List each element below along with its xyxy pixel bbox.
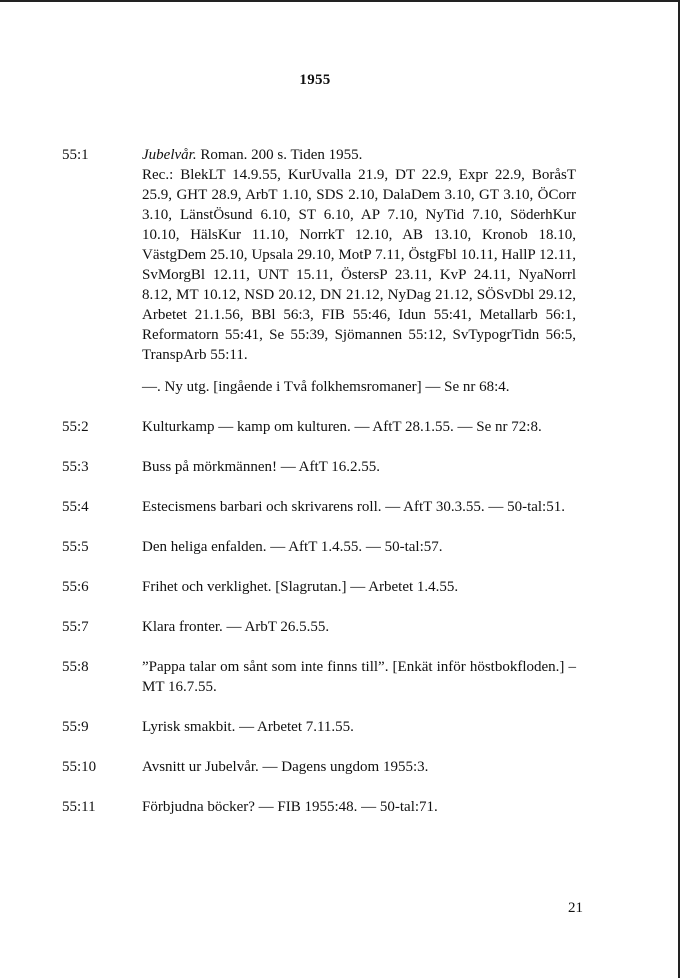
entry-text: Klara fronter. — ArbT 26.5.55.	[142, 619, 330, 635]
entry-number: 55:9	[62, 719, 89, 735]
entry-text: Estecismens barbari och skrivarens roll. — AftT 30.3.55. — 50-tal:51.	[142, 499, 565, 515]
bibliography-entry	[62, 757, 576, 777]
entry-text: ”Pappa talar om sånt som inte finns till”. [Enkät inför höstbokfloden.] – MT 16.7.55.	[142, 659, 576, 695]
bibliography-entry	[62, 657, 576, 697]
entry-text: Buss på mörkmännen! — AftT 16.2.55.	[142, 459, 381, 475]
bibliography-entry	[62, 537, 576, 557]
bibliography-entry	[62, 717, 576, 737]
entry-number: 55:2	[62, 419, 89, 435]
bibliography-entry	[62, 457, 576, 477]
entry-body	[142, 145, 576, 397]
entry-number: 55:6	[62, 579, 89, 595]
entry-publication: Roman. 200 s. Tiden 1955.	[196, 147, 363, 163]
entry-number: 55:3	[62, 459, 89, 475]
bibliography-entry	[62, 577, 576, 597]
entry-number: 55:7	[62, 619, 89, 635]
bibliography-entry	[62, 145, 576, 397]
entry-title: Jubelvår.	[142, 147, 197, 163]
bibliography-entry	[62, 497, 576, 517]
entry-text: Frihet och verklighet. [Slagrutan.] — Arbetet 1.4.55.	[142, 579, 459, 595]
page-number: 21	[568, 900, 583, 916]
entry-number: 55:1	[62, 147, 89, 163]
entry-text: Avsnitt ur Jubelvår. — Dagens ungdom 1955:3.	[142, 759, 429, 775]
entry-reviews: Rec.: BlekLT 14.9.55, KurUvalla 21.9, DT 22.9, Expr 22.9, BoråsT 25.9, GHT 28.9, ArbT 1.10, SDS 2.10, DalaDem 3.10, GT 3.10, ÖCorr 3.10, LänstÖsund 6.10, ST 6.10, AP 7.10, NyTid 7.10, SöderhKur 10.10, HälsKur 11.10, NorrkT 12.10, AB 13.10, Kronob 18.10, VästgDem 25.10, Upsala 29.10, MotP 7.11, ÖstgFbl 10.11, HallP 12.11, SvMorgBl 12.11, UNT 15.11, ÖstersP 23.11, KvP 24.11, NyaNorrl 8.12, MT 10.12, NSD 20.12, DN 21.12, NyDag 21.12, SÖSvDbl 29.12, Arbetet 21.1.56, BBl 56:3, FIB 55:46, Idun 55:41, Metallarb 56:1, Reformatorn 55:41, Se 55:39, Sjömannen 55:12, SvTypogrTidn 56:5, TranspArb 55:11.	[142, 167, 576, 363]
entry-number: 55:5	[62, 539, 89, 555]
entry-number: 55:10	[62, 759, 97, 775]
bibliography-entry	[62, 617, 576, 637]
bibliography-entry	[62, 797, 576, 817]
entry-note: —. Ny utg. [ingående i Två folkhemsromaner] — Se nr 68:4.	[142, 379, 510, 395]
entry-number: 55:8	[62, 659, 89, 675]
entry-text: Förbjudna böcker? — FIB 1955:48. — 50-tal:71.	[142, 799, 438, 815]
entry-text: Lyrisk smakbit. — Arbetet 7.11.55.	[142, 719, 354, 735]
bibliography-entry	[62, 417, 576, 437]
bibliography-list	[62, 145, 576, 837]
page-edge-top	[0, 0, 680, 2]
page-year-heading: 1955	[299, 72, 331, 88]
entry-number: 55:4	[62, 499, 89, 515]
entry-number: 55:11	[62, 799, 96, 815]
entry-text: Den heliga enfalden. — AftT 1.4.55. — 50-tal:57.	[142, 539, 443, 555]
entry-text: Kulturkamp — kamp om kulturen. — AftT 28.1.55. — Se nr 72:8.	[142, 419, 542, 435]
